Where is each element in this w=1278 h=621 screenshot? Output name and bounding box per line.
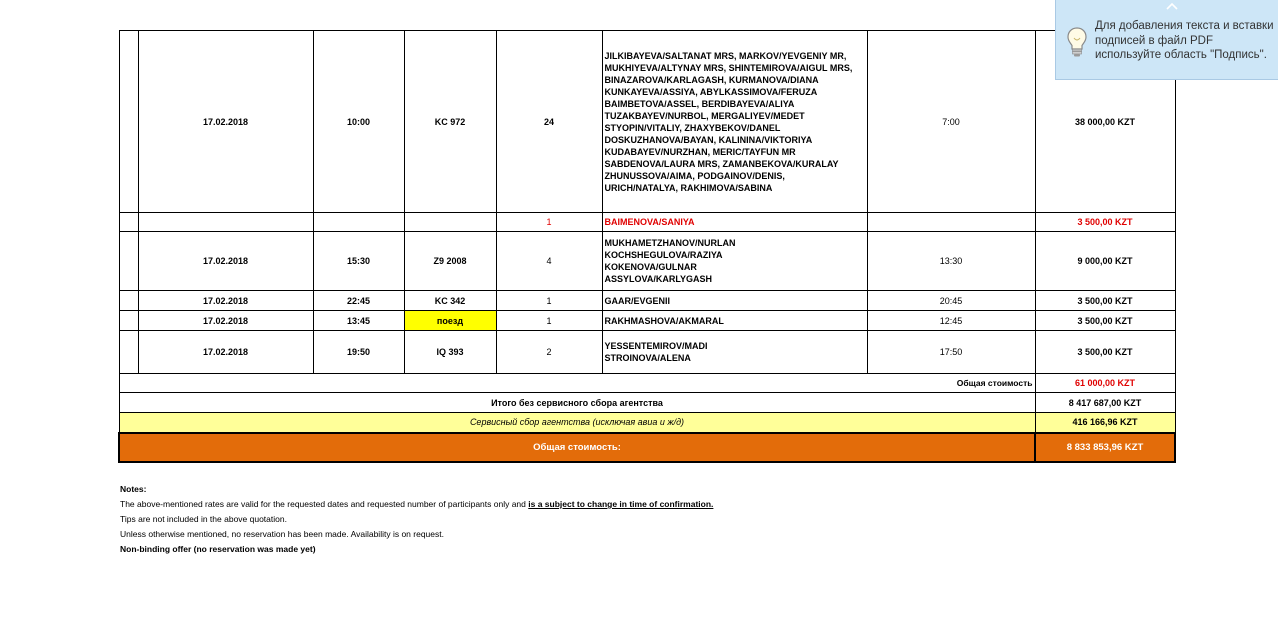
- service-fee-row: [119, 413, 1175, 433]
- passenger-list-cell: [602, 291, 867, 311]
- grand-total-value: 8 833 853,96 KZT: [1035, 433, 1175, 462]
- subtotal-value: 8 417 687,00 KZT: [1035, 393, 1175, 413]
- flight-cell: Z9 2008: [404, 232, 496, 291]
- service-fee-value: 416 166,96 KZT: [1035, 413, 1175, 433]
- passenger-line: BINAZAROVA/KARLAGASH, KURMANOVA/DIANA: [604, 74, 819, 85]
- notes-line-text: The above-mentioned rates are valid for the requested dates and requested number of participants only and: [120, 499, 529, 509]
- signature-hint-tooltip[interactable]: [1055, 0, 1278, 80]
- price-cell: 3 500,00 KZT: [1035, 331, 1175, 374]
- price-cell: 3 500,00 KZT: [1035, 291, 1175, 311]
- row-margin-cell: [119, 31, 138, 213]
- grand-total-row: [119, 433, 1175, 462]
- passenger-line: KOKENOVA/GULNAR: [604, 262, 697, 272]
- arrival-time-cell: 17:50: [867, 331, 1035, 374]
- passenger-list-cell: [602, 232, 867, 291]
- lightbulb-icon: [1066, 26, 1088, 58]
- passenger-line: STYOPIN/VITALIY, ZHAXYBEKOV/DANEL: [604, 122, 781, 133]
- passenger-line: KUNKAYEVA/ASSIYA, ABYLKASSIMOVA/FERUZA: [604, 86, 818, 97]
- pax-count-cell: 1: [496, 213, 602, 232]
- pax-count-cell: 1: [496, 311, 602, 331]
- passenger-line: BAIMBETOVA/ASSEL, BERDIBAYEVA/ALIYA: [604, 98, 795, 109]
- table-row: [119, 291, 1175, 311]
- row-margin-cell: [119, 331, 138, 374]
- arrival-time-cell: 12:45: [867, 311, 1035, 331]
- service-fee-label: Сервисный сбор агентства (исключая авиа и ж/д): [119, 413, 1035, 433]
- passenger-line: YESSENTEMIROV/MADI: [604, 341, 708, 351]
- table-row: [119, 31, 1175, 213]
- passenger-line: SABDENOVA/LAURA MRS, ZAMANBEKOVA/KURALAY: [604, 158, 839, 169]
- passenger-line: ASSYLOVA/KARLYGASH: [604, 274, 713, 284]
- section-total-row: [119, 374, 1175, 393]
- passenger-line: MUKHAMETZHANOV/NURLAN: [604, 238, 736, 248]
- passenger-line: URICH/NATALYA, RAKHIMOVA/SABINA: [604, 182, 773, 193]
- passenger-line: BAIMENOVA/SANIYA: [604, 217, 695, 227]
- price-cell: 9 000,00 KZT: [1035, 232, 1175, 291]
- departure-time-cell: 13:45: [313, 311, 404, 331]
- passenger-line: GAAR/EVGENII: [604, 295, 671, 306]
- section-total-label: Общая стоимость: [119, 374, 1035, 393]
- notes-line: Non-binding offer (no reservation was made yet): [120, 544, 316, 554]
- departure-time-cell: 19:50: [313, 331, 404, 374]
- passenger-line: DOSKUZHANOVA/BAYAN, KALININA/VIKTORIYA: [604, 134, 813, 145]
- flight-cell: KC 342: [404, 291, 496, 311]
- pax-count-cell: 2: [496, 331, 602, 374]
- row-margin-cell: [119, 232, 138, 291]
- notes-line: [120, 497, 713, 512]
- table-row: [119, 232, 1175, 291]
- departure-time-cell: 22:45: [313, 291, 404, 311]
- notes-line: Unless otherwise mentioned, no reservation has been made. Availability is on request.: [120, 529, 444, 539]
- price-cell: 3 500,00 KZT: [1035, 311, 1175, 331]
- passenger-list-cell: [602, 31, 867, 213]
- table-row: [119, 213, 1175, 232]
- date-cell: [138, 213, 313, 232]
- notes-heading: Notes:: [120, 484, 147, 494]
- arrival-time-cell: [867, 213, 1035, 232]
- passenger-list-cell: [602, 311, 867, 331]
- date-cell: 17.02.2018: [138, 232, 313, 291]
- passenger-list-cell: [602, 331, 867, 374]
- passenger-list-cell: [602, 213, 867, 232]
- passenger-line: RAKHMASHOVA/AKMARAL: [604, 315, 724, 326]
- flight-cell: IQ 393: [404, 331, 496, 374]
- flight-cell: KC 972: [404, 31, 496, 213]
- passenger-line: ZHUNUSSOVA/AIMA, PODGAINOV/DENIS,: [604, 170, 785, 181]
- pax-count-cell: 4: [496, 232, 602, 291]
- flight-cell: поезд: [404, 311, 496, 331]
- departure-time-cell: [313, 213, 404, 232]
- passenger-line: JILKIBAYEVA/SALTANAT MRS, MARKOV/YEVGENIY MR,: [604, 50, 847, 61]
- price-cell: 38 000,00 KZT: [1035, 31, 1175, 213]
- passenger-line: STROINOVA/ALENA: [604, 353, 691, 363]
- departure-time-cell: 10:00: [313, 31, 404, 213]
- passenger-line: KOCHSHEGULOVA/RAZIYA: [604, 250, 723, 260]
- date-cell: 17.02.2018: [138, 311, 313, 331]
- row-margin-cell: [119, 311, 138, 331]
- notes-emphasis: is a subject to change in time of confirmation.: [528, 499, 714, 509]
- grand-total-label: Общая стоимость:: [119, 433, 1035, 462]
- tooltip-text: Для добавления текста и вставки подписей в файл PDF используйте область "Подпись".: [1095, 20, 1274, 61]
- subtotal-row: [119, 393, 1175, 413]
- table-row: [119, 311, 1175, 331]
- date-cell: 17.02.2018: [138, 291, 313, 311]
- passenger-line: MUKHIYEVA/ALTYNAY MRS, SHINTEMIROVA/AIGUL MRS,: [604, 62, 853, 73]
- table-row: [119, 331, 1175, 374]
- date-cell: 17.02.2018: [138, 31, 313, 213]
- row-margin-cell: [119, 291, 138, 311]
- departure-time-cell: 15:30: [313, 232, 404, 291]
- arrival-time-cell: 7:00: [867, 31, 1035, 213]
- chevron-up-icon[interactable]: [1165, 1, 1179, 11]
- flight-quotation-table: [118, 30, 1176, 463]
- flight-cell: [404, 213, 496, 232]
- pax-count-cell: 1: [496, 291, 602, 311]
- arrival-time-cell: 20:45: [867, 291, 1035, 311]
- row-margin-cell: [119, 213, 138, 232]
- notes-line: Tips are not included in the above quotation.: [120, 514, 287, 524]
- pax-count-cell: 24: [496, 31, 602, 213]
- date-cell: 17.02.2018: [138, 331, 313, 374]
- subtotal-label: Итого без сервисного сбора агентства: [119, 393, 1035, 413]
- section-total-value: 61 000,00 KZT: [1035, 374, 1175, 393]
- price-cell: 3 500,00 KZT: [1035, 213, 1175, 232]
- passenger-line: TUZAKBAYEV/NURBOL, MERGALIYEV/MEDET: [604, 110, 805, 121]
- passenger-line: KUDABAYEV/NURZHAN, MERIC/TAYFUN MR: [604, 146, 796, 157]
- notes-section: [120, 482, 713, 557]
- arrival-time-cell: 13:30: [867, 232, 1035, 291]
